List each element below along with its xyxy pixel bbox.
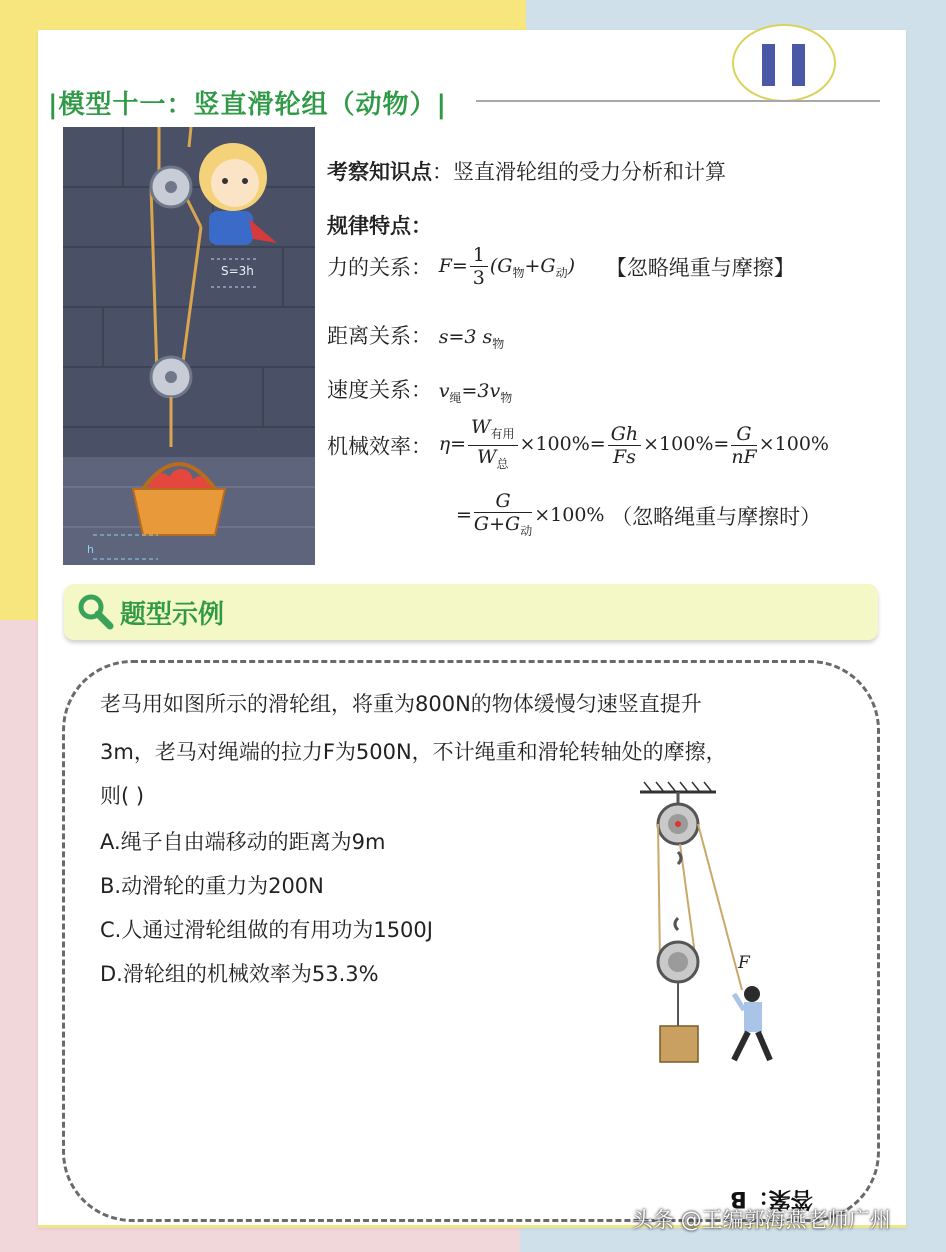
watermark: 头条 @王编郭海燕老师广州 bbox=[632, 1208, 891, 1232]
question-line-1: 老马用如图所示的滑轮组，将重为800N的物体缓慢匀速竖直提升 bbox=[100, 692, 702, 716]
force-f-label: F bbox=[738, 953, 750, 973]
title-divider bbox=[476, 100, 880, 102]
question-line-2: 3m，老马对绳端的拉力F为500N，不计绳重和滑轮转轴处的摩擦， bbox=[100, 740, 727, 764]
efficiency-formula: η= $\frac{W_{有用}}{W_总}$ ×100%= $\frac{Gh}{Fs}$ ×100%= $\frac{G}{nF}$ ×100% bbox=[438, 416, 829, 471]
topic-label: 考察知识点 bbox=[327, 160, 432, 184]
distance-line bbox=[327, 320, 504, 352]
h-label: h bbox=[87, 543, 94, 556]
question-line-3: 则( ) bbox=[100, 784, 145, 808]
option-b: B.动滑轮的重力为200N bbox=[100, 874, 324, 898]
efficiency-label: 机械效率： bbox=[327, 434, 432, 459]
page-title-bar bbox=[40, 84, 880, 120]
rule-label: 规律特点： bbox=[327, 214, 432, 238]
section-title: 题型示例 bbox=[120, 600, 225, 630]
force-note: 【忽略绳重与摩擦】 bbox=[605, 255, 795, 280]
page-title: |模型十一：竖直滑轮组（动物）| bbox=[48, 90, 447, 120]
force-label: 力的关系： bbox=[327, 255, 432, 280]
topic-sep: ： bbox=[432, 160, 453, 184]
option-a: A.绳子自由端移动的距离为9m bbox=[100, 830, 386, 854]
topic-text: 竖直滑轮组的受力分析和计算 bbox=[453, 160, 726, 184]
speed-label: 速度关系： bbox=[327, 378, 432, 402]
efficiency-line bbox=[327, 416, 829, 475]
topic-line bbox=[327, 156, 726, 186]
answer-text: 答案：B bbox=[730, 1186, 813, 1211]
speed-formula: $v_绳=3v_物$ bbox=[438, 380, 513, 405]
option-c: C.人通过滑轮组做的有用功为1500J bbox=[100, 918, 433, 942]
distance-formula: s=3 $s_物$ bbox=[438, 326, 505, 351]
distance-label: 距离关系： bbox=[327, 324, 432, 348]
pulley-illustration bbox=[63, 127, 315, 565]
pulley-scene-svg bbox=[63, 127, 315, 565]
efficiency-note: （忽略绳重与摩擦时） bbox=[611, 504, 822, 529]
rule-line bbox=[327, 210, 432, 240]
pulley-question-figure bbox=[630, 780, 790, 1070]
magnifier-icon bbox=[76, 592, 116, 632]
s-label: S=3h bbox=[221, 264, 254, 278]
efficiency-line-2 bbox=[456, 490, 821, 542]
force-line bbox=[327, 244, 795, 289]
speed-line bbox=[327, 374, 512, 406]
force-formula: F= $\frac{1}{3}$ $(G_物+G_动)$ bbox=[438, 244, 576, 289]
efficiency-formula-2: = $\frac{G}{G+G_动}$ ×100% bbox=[456, 490, 605, 538]
section-header bbox=[64, 584, 878, 640]
option-d: D.滑轮组的机械效率为53.3% bbox=[100, 962, 379, 986]
